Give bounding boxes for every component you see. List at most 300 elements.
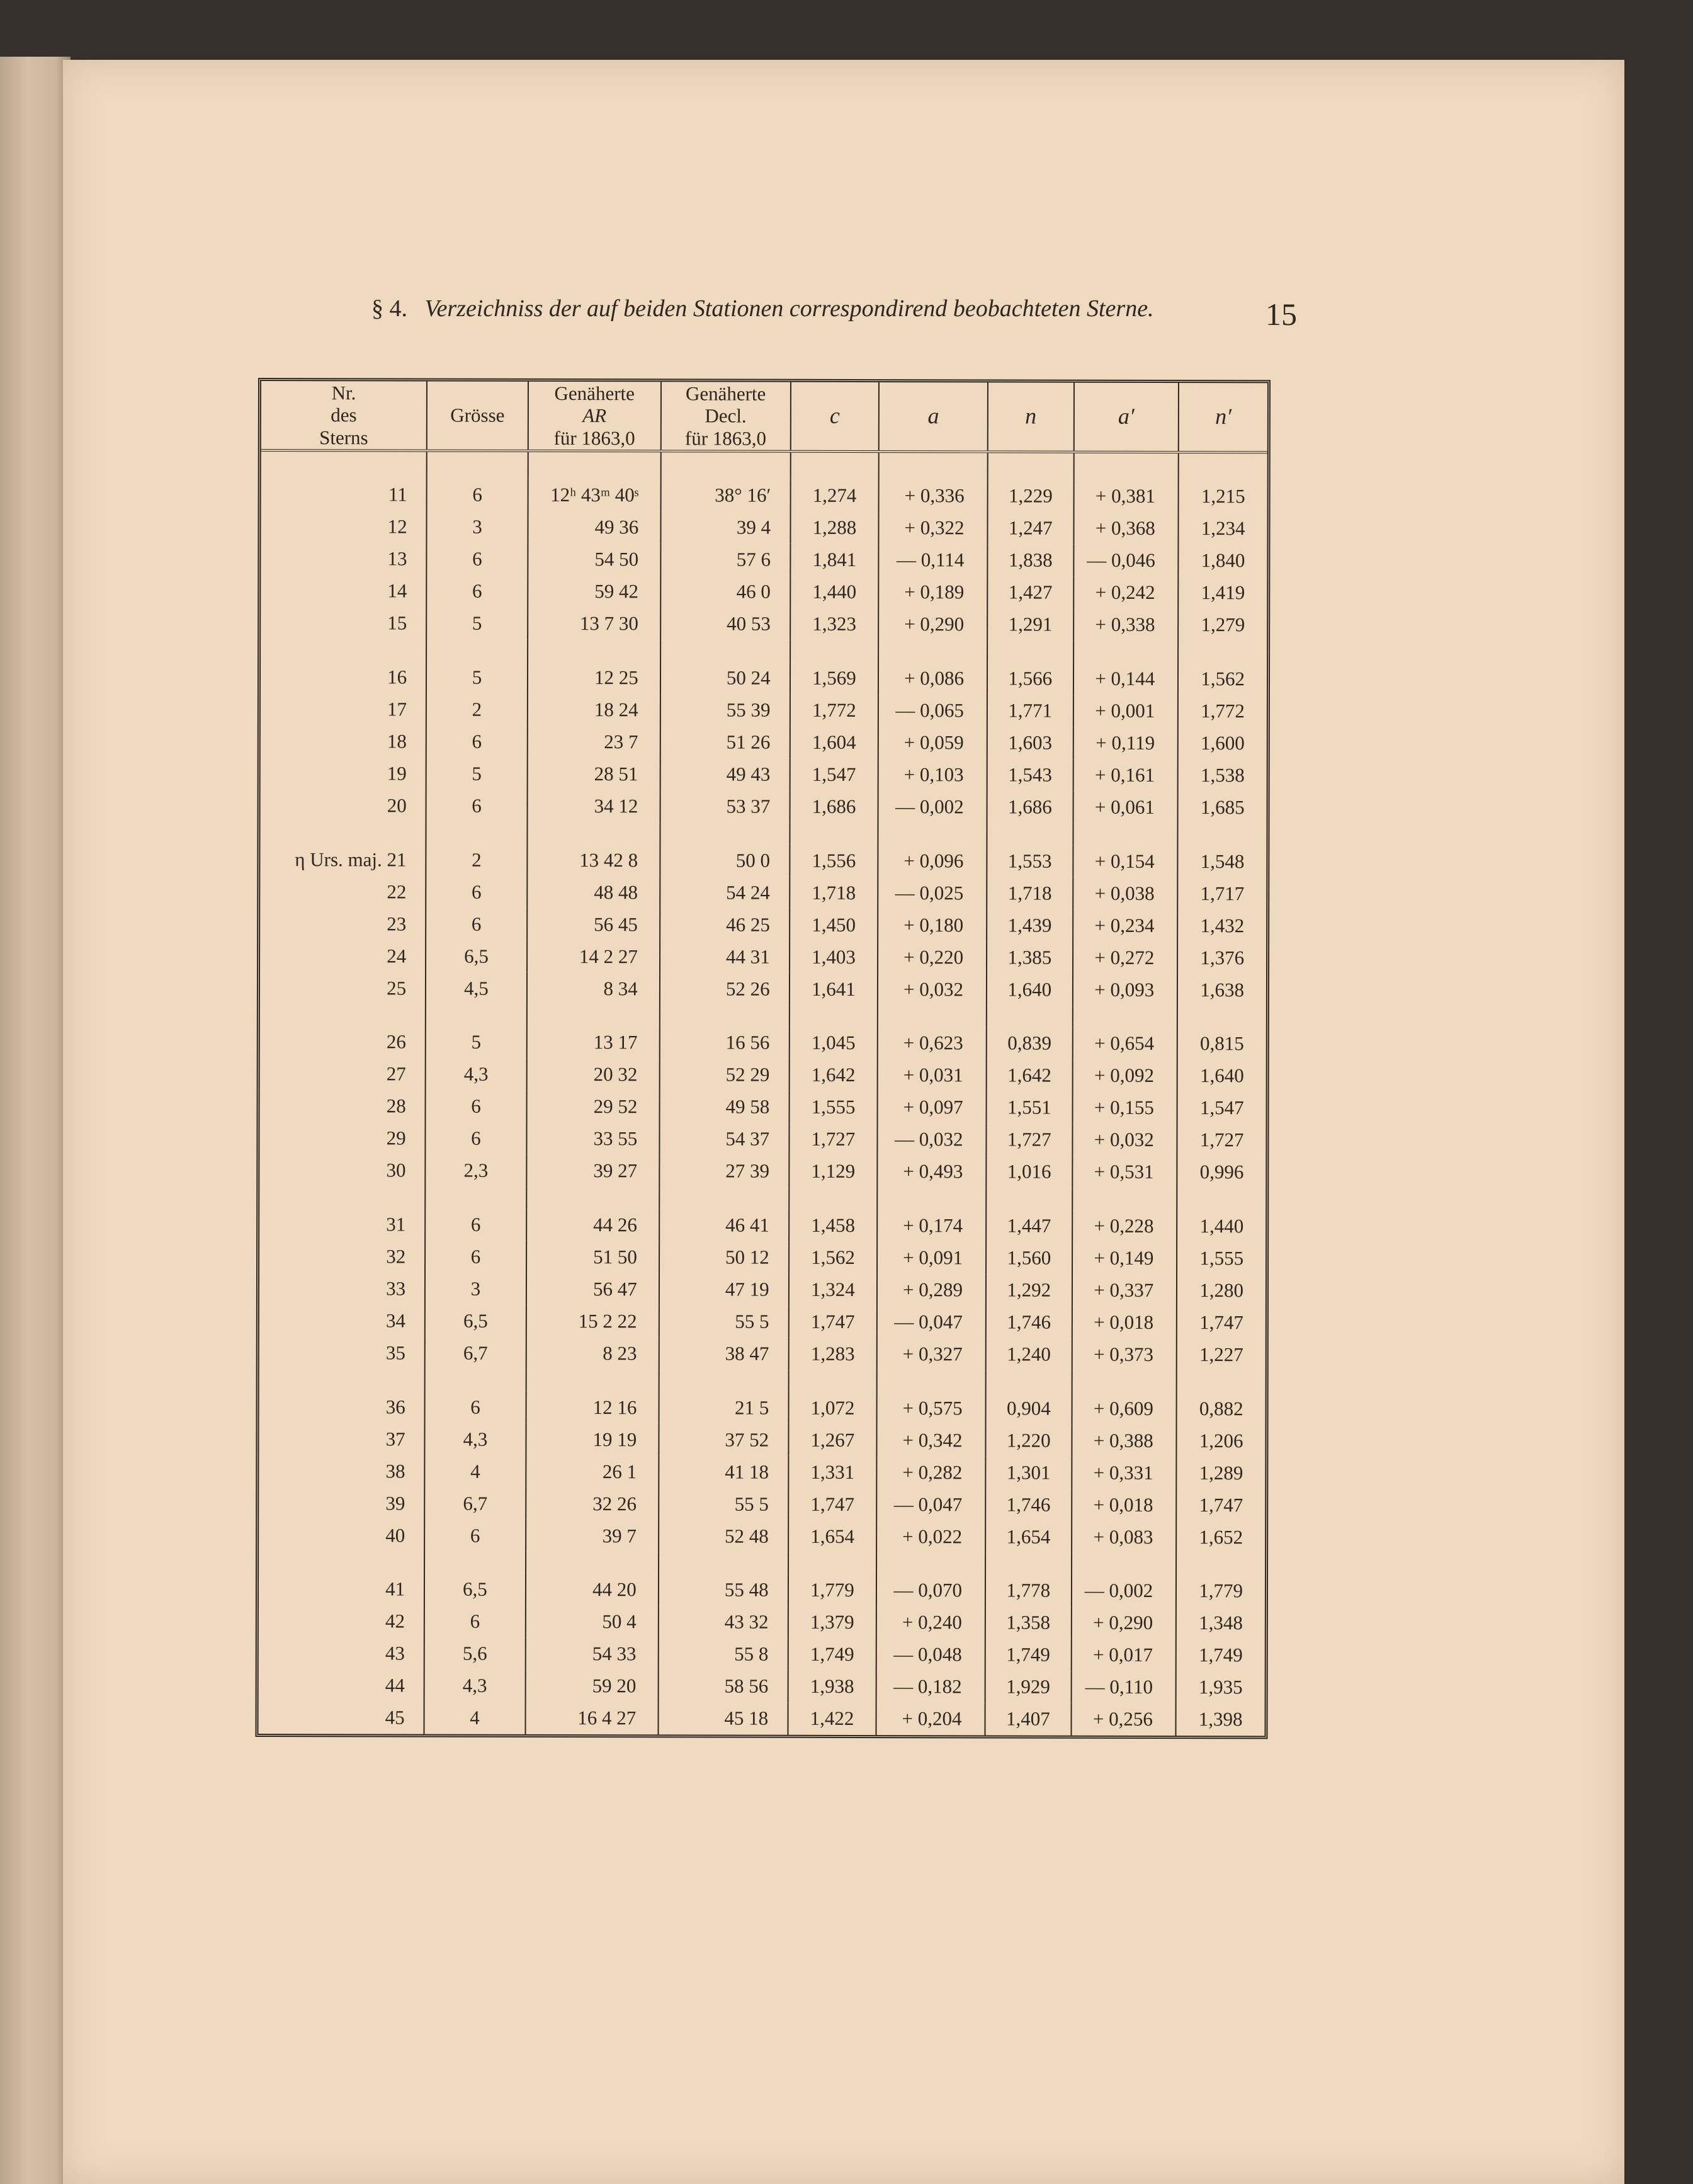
cell-ar: 54 33 [526,1638,659,1670]
cell-c: 1,749 [788,1639,876,1671]
cell-mag: 6 [425,1241,526,1273]
cell-nr: 22 [260,875,426,908]
spacer-cell [1073,823,1178,845]
table-row [259,1337,1266,1371]
cell-nr: 41 [259,1573,424,1606]
cell-mag: 6 [426,575,528,607]
cell-a: + 0,575 [877,1392,986,1424]
cell-nr: 20 [261,790,426,822]
cell-mag: 6,7 [424,1487,526,1520]
col-header-text: Decl. [705,404,747,427]
cell-decl: 55 5 [659,1305,789,1338]
cell-n: 1,718 [987,877,1073,909]
spacer-cell [261,639,426,661]
cell-a: + 0,290 [878,608,987,640]
spacer-cell [425,1186,526,1209]
col-header-magnitude: Grösse [427,382,528,451]
col-header-c: c [790,382,879,452]
page-header [371,295,1303,339]
cell-nr: 44 [259,1669,424,1702]
cell-a: + 0,204 [876,1703,985,1735]
table-row [259,1241,1266,1275]
table-row [261,575,1267,609]
table-row [259,1455,1265,1489]
cell-c: 1,604 [790,726,878,758]
spacer-cell [988,452,1074,480]
cell-a2: + 0,061 [1073,791,1178,823]
spacer-cell [660,1005,790,1027]
cell-ar: 50 4 [526,1606,659,1638]
col-header-text: AR [582,404,607,427]
cell-n: 0,904 [986,1392,1072,1425]
cell-mag: 6,5 [426,940,527,972]
cell-c: 1,450 [790,909,878,941]
spacer-cell [427,451,528,479]
table-row [259,1605,1265,1639]
spacer-cell [790,640,879,663]
col-header-n-prime: n′ [1179,383,1267,452]
spacer-cell [259,1186,425,1209]
cell-a: + 0,493 [878,1156,987,1188]
cell-n: 1,553 [987,845,1073,877]
cell-a2: + 0,373 [1072,1338,1177,1370]
spacer-cell [790,452,879,480]
cell-n2: 1,419 [1201,581,1245,604]
group-spacer [261,639,1267,663]
spacer-cell [790,822,878,845]
cell-mag: 6 [426,725,528,758]
cell-a2: + 0,161 [1073,759,1178,791]
cell-c: 1,422 [788,1703,876,1735]
cell-a: — 0,070 [876,1574,985,1607]
cell-ar: 13 42 8 [527,844,660,876]
cell-mag: 3 [425,1273,526,1305]
cell-mag: 4,3 [425,1423,526,1455]
table-row [259,1273,1266,1307]
spacer-cell [660,451,790,479]
cell-n2: 1,727 [1199,1129,1244,1151]
cell-mag: 6 [426,790,528,822]
spacer-cell [1072,1188,1177,1210]
cell-n2: 1,935 [1198,1676,1243,1698]
table-row [260,907,1266,941]
cell-mag: 6 [425,1391,526,1423]
table-row [258,1702,1264,1736]
cell-decl: 47 19 [659,1273,789,1305]
cell-a: + 0,031 [878,1059,987,1091]
cell-a: + 0,180 [878,909,987,941]
spacer-cell [1073,452,1179,481]
col-header-text: Sterns [319,426,368,449]
cell-n: 1,291 [987,608,1073,640]
cell-decl: 55 5 [659,1488,788,1520]
table-row [260,875,1266,909]
spacer-cell [660,640,790,662]
cell-a: — 0,114 [879,544,988,576]
spacer-cell [987,1006,1073,1028]
cell-n: 1,778 [985,1574,1072,1607]
table-row [261,479,1267,513]
cell-a2: + 0,032 [1072,1124,1177,1156]
table-row [261,758,1267,792]
cell-nr: 17 [261,693,426,726]
page-number: 15 [1266,297,1297,332]
cell-c: 1,267 [788,1424,877,1456]
cell-a: — 0,047 [876,1488,985,1520]
cell-mag: 6 [427,479,528,511]
cell-decl: 40 53 [660,608,790,640]
cell-ar: 28 51 [527,758,660,790]
cell-a: — 0,025 [878,877,987,909]
cell-a2: + 0,038 [1073,877,1178,909]
cell-decl: 39 4 [660,511,790,543]
cell-c: 1,841 [790,544,879,576]
table-row [259,1423,1265,1457]
cell-nr: 16 [261,661,426,694]
cell-n: 1,838 [987,544,1073,576]
cell-a: + 0,059 [878,727,987,759]
cell-n: 1,640 [987,974,1073,1006]
col-header-ar [528,382,661,451]
cell-ar: 15 2 22 [526,1305,659,1337]
spacer-cell [878,640,987,663]
cell-n2: 1,652 [1199,1525,1243,1549]
cell-n: 1,654 [985,1521,1072,1553]
table-row [261,725,1267,759]
cell-a: + 0,022 [876,1520,985,1552]
cell-a2: + 0,092 [1072,1060,1177,1092]
cell-mag: 4 [424,1455,526,1487]
cell-mag: 5 [426,1026,527,1058]
cell-a: — 0,032 [878,1123,987,1156]
spacer-cell [876,1552,985,1574]
cell-decl: 41 18 [659,1456,788,1488]
spacer-cell [986,1188,1072,1210]
cell-a2: + 0,093 [1073,974,1178,1006]
cell-a2: + 0,290 [1071,1607,1176,1639]
col-header-text: Genäherte [685,382,766,405]
cell-a: + 0,096 [878,845,987,877]
cell-c: 1,718 [790,877,878,909]
cell-a2: + 0,388 [1072,1425,1177,1457]
spacer-cell [878,1188,987,1210]
cell-ar: 44 26 [526,1209,659,1241]
col-header-text: des [331,404,357,426]
cell-ar: 48 48 [527,876,660,908]
cell-a: + 0,336 [879,480,988,512]
cell-mag: 5 [426,607,528,639]
group-spacer [261,450,1267,481]
cell-n2: 0,996 [1199,1161,1244,1183]
cell-a2: + 0,654 [1072,1028,1177,1060]
table-row [261,607,1267,641]
spacer-cell [878,1005,987,1027]
cell-nr: 32 [259,1241,425,1273]
spacer-cell [426,1004,527,1027]
cell-ar: 26 1 [526,1455,659,1487]
cell-c: 1,547 [790,758,878,790]
cell-n: 1,240 [986,1338,1072,1370]
cell-ar: 20 32 [526,1059,659,1091]
cell-a: — 0,048 [876,1639,985,1671]
spacer-cell [1178,641,1267,663]
cell-ar: 32 26 [526,1487,659,1520]
cell-c: 1,379 [788,1607,876,1639]
cell-nr: 14 [261,575,426,608]
spacer-cell [528,451,661,479]
cell-ar: 39 7 [526,1520,659,1552]
table-row [260,940,1266,974]
cell-n: 1,247 [987,512,1073,544]
group-spacer [260,1004,1266,1028]
spacer-cell [877,1370,986,1392]
cell-ar: 8 34 [527,972,660,1004]
cell-mag: 4 [424,1702,526,1734]
cell-a: — 0,065 [878,695,987,727]
cell-n2: 1,747 [1199,1493,1243,1516]
cell-n: 1,603 [987,727,1073,759]
table-row [259,1669,1265,1703]
spacer-cell [426,639,528,661]
spacer-cell [1073,641,1179,663]
cell-a2: + 0,119 [1073,727,1178,759]
cell-decl: 55 39 [660,694,790,726]
cell-a: + 0,342 [877,1424,986,1456]
cell-a2: + 0,368 [1073,513,1179,545]
cell-mag: 6 [425,1209,526,1241]
cell-nr: 45 [258,1702,424,1734]
table-row [259,1391,1266,1425]
cell-c: 1,274 [790,480,879,512]
spacer-cell [986,1370,1072,1392]
page-title: Verzeichniss der auf beiden Stationen correspondirend beobachteten Sterne. [424,295,1154,322]
cell-n: 1,771 [987,695,1073,727]
cell-n2: 1,840 [1201,549,1245,572]
cell-mag: 6 [426,908,527,940]
cell-n2: 1,348 [1199,1612,1243,1634]
cell-a2: + 0,338 [1073,609,1179,641]
cell-decl: 44 31 [660,941,790,973]
cell-c: 1,440 [790,576,879,608]
cell-ar: 13 7 30 [528,608,660,640]
spacer-cell [526,1369,659,1391]
cell-n: 1,551 [987,1091,1073,1123]
spacer-cell [660,822,790,845]
cell-a2: + 0,018 [1072,1306,1177,1338]
cell-a: + 0,220 [878,941,987,973]
cell-c: 1,323 [790,608,879,640]
spacer-cell [1072,1006,1177,1028]
cell-n2: 1,685 [1200,796,1245,819]
cell-n: 1,229 [988,480,1074,512]
star-catalog-table [255,378,1271,1739]
cell-n2: 1,206 [1199,1429,1243,1452]
cell-a2: — 0,110 [1071,1671,1176,1703]
cell-nr: 33 [259,1273,425,1305]
spacer-cell [788,1370,877,1392]
cell-decl: 57 6 [660,543,790,576]
cell-a2: + 0,234 [1073,909,1178,941]
spacer-cell [1176,1553,1265,1575]
cell-mag: 6 [424,1520,526,1552]
cell-decl: 38° 16′ [660,479,790,511]
cell-ar: 29 52 [526,1091,659,1123]
cell-n2: 0,815 [1200,1032,1244,1055]
facing-page-edge [0,57,71,2184]
cell-mag: 2,3 [425,1154,526,1186]
spacer-cell [260,1004,426,1026]
cell-a: + 0,322 [879,512,988,544]
spacer-cell [659,1187,789,1209]
cell-n: 1,543 [987,759,1073,791]
group-spacer [259,1186,1266,1210]
cell-decl: 54 37 [659,1123,789,1155]
spacer-cell [259,1369,425,1391]
cell-mag: 2 [426,693,528,725]
cell-c: 1,403 [790,941,878,973]
cell-n2: 1,638 [1200,978,1245,1001]
cell-n: 1,929 [985,1671,1072,1703]
cell-mag: 4,3 [424,1669,526,1702]
spacer-cell [788,1552,877,1574]
table-row [260,843,1266,877]
cell-n2: 1,280 [1199,1279,1244,1302]
cell-c: 1,938 [788,1671,876,1703]
cell-n: 1,566 [987,663,1073,695]
cell-decl: 52 26 [660,973,790,1005]
table-row [259,1154,1266,1188]
cell-decl: 45 18 [658,1702,788,1735]
cell-decl: 49 58 [659,1091,789,1123]
col-header-nr [261,381,427,451]
spacer-cell [987,823,1073,845]
cell-c: 1,747 [788,1488,877,1520]
spacer-cell [259,1551,424,1573]
col-header-a: a [879,382,988,452]
table-row [261,693,1267,727]
cell-decl: 16 56 [660,1027,790,1059]
cell-nr: 43 [259,1637,424,1670]
star-table [258,381,1267,1736]
cell-a2: + 0,144 [1073,663,1179,695]
cell-mag: 5 [426,758,528,790]
cell-nr: 30 [259,1154,425,1187]
table-row [260,1058,1266,1092]
table-row [261,511,1267,545]
cell-a: + 0,240 [876,1607,985,1639]
table-row [259,1519,1265,1553]
cell-c: 1,772 [790,694,878,726]
cell-n: 1,220 [985,1425,1072,1457]
cell-n2: 1,562 [1201,668,1245,690]
cell-c: 1,747 [788,1305,877,1338]
cell-nr: 39 [259,1487,424,1520]
cell-a: + 0,086 [878,663,987,695]
table-row [261,790,1267,824]
cell-nr: η Urs. maj. 21 [260,843,426,876]
cell-ar: 19 19 [526,1423,659,1455]
table-row [261,661,1267,695]
table-row [259,1637,1265,1671]
cell-nr: 29 [259,1122,425,1155]
cell-a2: + 0,155 [1072,1092,1177,1124]
table-row [259,1209,1266,1243]
cell-n2: 1,779 [1199,1579,1243,1602]
cell-n: 1,385 [987,941,1073,974]
spacer-cell [425,1369,526,1391]
cell-c: 1,129 [789,1156,878,1188]
section-mark: § 4. [371,295,407,322]
cell-nr: 15 [261,607,426,640]
cell-a2: + 0,381 [1073,481,1179,513]
spacer-cell [879,452,988,480]
cell-mag: 6,5 [424,1573,526,1605]
col-header-text: für 1863,0 [553,426,635,450]
cell-mag: 6 [426,1122,527,1154]
cell-nr: 11 [261,479,427,511]
spacer-cell [1177,1371,1266,1393]
cell-n2: 1,376 [1200,946,1245,969]
cell-a2: + 0,337 [1072,1274,1177,1306]
table-row [261,543,1267,577]
cell-c: 1,641 [790,973,878,1005]
cell-nr: 25 [260,972,426,1004]
cell-a2: + 0,083 [1072,1521,1177,1553]
cell-ar: 8 23 [526,1337,659,1369]
cell-n: 1,407 [985,1703,1072,1735]
spacer-cell [527,1004,660,1027]
cell-nr: 36 [259,1391,425,1423]
cell-n2: 1,279 [1201,613,1245,636]
table-row [259,1305,1266,1339]
cell-decl: 58 56 [658,1670,788,1702]
cell-n2: 1,289 [1199,1461,1243,1484]
cell-n2: 1,717 [1200,882,1245,905]
cell-mag: 4,5 [426,972,527,1004]
cell-c: 1,324 [789,1273,878,1305]
spacer-cell [789,1005,878,1027]
spacer-cell [987,640,1073,663]
cell-n: 0,839 [987,1027,1073,1059]
cell-decl: 52 48 [659,1520,788,1552]
cell-n2: 1,440 [1199,1215,1244,1237]
cell-ar: 44 20 [526,1574,659,1606]
cell-ar: 39 27 [526,1155,659,1187]
cell-n: 1,746 [985,1489,1072,1521]
cell-a: + 0,189 [879,576,988,608]
cell-a2: + 0,018 [1072,1489,1177,1521]
cell-ar: 59 20 [525,1670,658,1702]
spacer-cell [528,640,660,662]
cell-c: 1,458 [789,1209,878,1241]
cell-nr: 37 [259,1423,424,1455]
cell-nr: 12 [261,511,426,543]
cell-ar: 12 25 [528,661,660,693]
cell-n2: 1,600 [1201,732,1245,754]
cell-a2: — 0,002 [1072,1575,1177,1607]
cell-n2: 1,747 [1199,1311,1243,1334]
cell-ar: 16 4 27 [525,1702,658,1735]
cell-nr: 40 [259,1519,424,1552]
col-header-n: n [988,382,1074,452]
cell-n: 1,686 [987,791,1073,823]
cell-nr: 18 [261,725,426,758]
cell-n2: 1,548 [1200,850,1245,873]
cell-n: 1,447 [986,1210,1072,1242]
cell-a2: + 0,609 [1072,1392,1177,1425]
cell-n2: 1,749 [1199,1644,1243,1666]
cell-nr: 26 [260,1026,426,1059]
